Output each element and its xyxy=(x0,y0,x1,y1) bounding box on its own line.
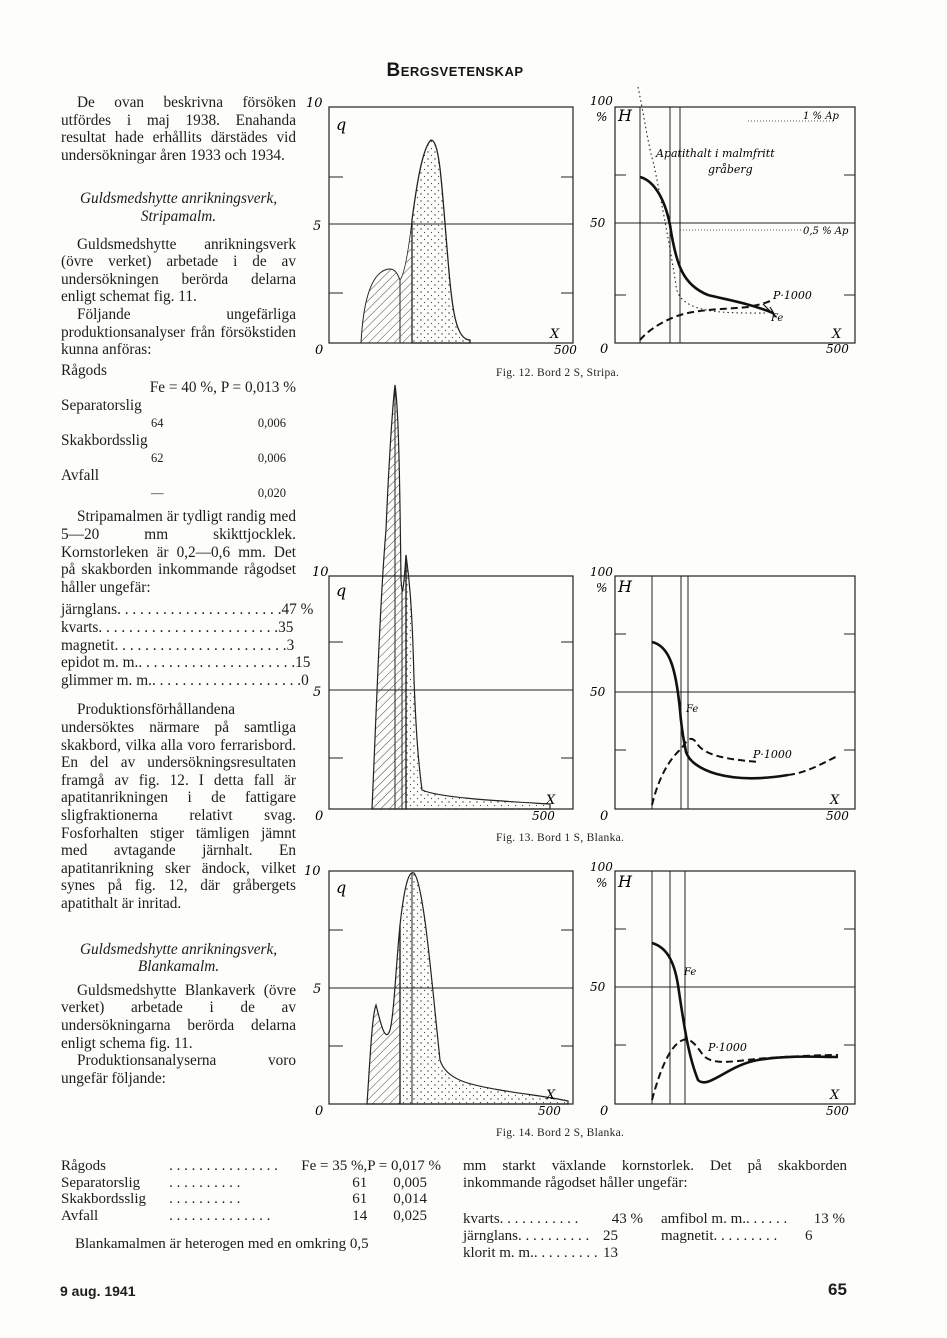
mineral-row: amfibol m. m. . . . . . . 13 % xyxy=(661,1211,845,1227)
mineral-list-left xyxy=(463,1211,643,1262)
apatite-label-2: gråberg xyxy=(708,163,753,176)
y-tick-10: 10 xyxy=(312,565,329,580)
mineral-row: järnglans . . . . . . . . . . 25 xyxy=(463,1228,618,1244)
mineral-row: epidot m. m. . . . . . . . . . . . . . . . . . . . . . 15 xyxy=(61,654,311,672)
x-axis-letter: X xyxy=(832,327,842,342)
blanka-paragraph-2: Produktionsanalyserna voro xyxy=(77,1052,296,1070)
table-cell-dots: . . . . . . . . . . xyxy=(169,1191,241,1207)
running-header: Bergsvetenskap xyxy=(386,60,524,81)
table-cell-p: 0,005 xyxy=(393,1174,427,1191)
table-cell-label: Separatorslig xyxy=(61,1174,141,1191)
stripa-paragraph-2: Följande ungefärliga produktionsanalyser från försökstiden kunna anföras: xyxy=(61,305,296,359)
x-axis-letter: X xyxy=(546,793,556,808)
section-heading-stripa: Guldsmedshytte anrikningsverk, Stripamalm. xyxy=(79,190,278,225)
mineral-row: järnglans . . . . . . . . . . . . . . . . . . . . . . 47 % xyxy=(61,601,314,619)
mineral-row: kvarts . . . . . . . . . . . . . . . . . . . . . . . . 35 xyxy=(61,619,294,637)
y-axis-letter: H xyxy=(618,872,632,891)
page-number: 65 xyxy=(828,1280,847,1299)
table-cell-p: 0,025 xyxy=(393,1207,427,1224)
table-cell-fe: 14 xyxy=(352,1207,368,1224)
table-row xyxy=(61,1191,441,1208)
fig13-grade-chart xyxy=(588,560,878,830)
table-cell-fe: 61 xyxy=(352,1174,368,1191)
y-axis-letter: q xyxy=(336,878,347,897)
skakbordsslig-values: 62 0,006 xyxy=(151,450,286,465)
table-cell-fe: 61 xyxy=(352,1191,368,1207)
y-axis-letter: H xyxy=(618,106,632,125)
table-cell-label: Skakbordsslig xyxy=(61,1191,147,1207)
y-axis-letter: q xyxy=(336,115,347,134)
table-cell-label: Avfall xyxy=(61,1207,99,1224)
y-tick-0: 0 xyxy=(600,809,609,824)
fe-curve xyxy=(640,177,773,313)
half-pct-ap-label: 0,5 % Ap xyxy=(803,226,849,237)
y-tick-5: 5 xyxy=(313,982,322,997)
table-row xyxy=(61,1208,441,1225)
separatorslig-label: Separatorslig xyxy=(61,396,142,414)
production-paragraph: Produktionsförhållandena undersöktes närmare på samtliga skakbord, vilka alla voro ferrarisbord. En del av undersökningsresultaten framgå av fig. 12. I detta fall är apatitanrikningen i de fattigare sligfraktionerna relativt svag. Fosforhalten stiger tämligen jämnt med avtagande järnhalt. En apatitanrikning sker ändock, vilket synes på fig. 12, där gråbergets apatithalt är inritad. xyxy=(61,701,296,912)
y-tick-50: 50 xyxy=(590,980,606,994)
table-cell-fe: Fe = 35 %, xyxy=(301,1158,368,1174)
x-axis-letter: X xyxy=(550,327,560,342)
y-tick-0: 0 xyxy=(315,809,324,824)
blanka-paragraph-2-end: ungefär följande: xyxy=(61,1069,166,1087)
table-cell-label: Rågods xyxy=(61,1158,106,1174)
p1000-label: P·1000 xyxy=(708,1041,747,1054)
mineral-row: magnetit . . . . . . . . . 6 xyxy=(661,1228,813,1244)
ragods-label: Rågods xyxy=(61,361,107,379)
stripa-paragraph-1: Guldsmedshytte anrikningsverk (övre verket) arbetade i de av undersökningen berörda delarna enligt schemat fig. 11. xyxy=(61,235,296,306)
y-tick-5: 5 xyxy=(313,219,322,234)
fig12-grade-chart xyxy=(588,85,878,365)
fe-curve xyxy=(652,943,838,1082)
hatched-area xyxy=(361,269,400,343)
y-tick-10: 10 xyxy=(304,864,321,879)
fe-label: Fe xyxy=(686,704,699,715)
y-tick-50: 50 xyxy=(590,216,606,230)
bottom-right-column xyxy=(463,1158,847,1262)
x-tick-500: 500 xyxy=(826,1104,849,1118)
footer-date: 9 aug. 1941 xyxy=(60,1283,136,1299)
blanka-heterogeneous-line: Blankamalmen är heterogen med en omkring 0,5 xyxy=(75,1236,369,1252)
fe-label: Fe xyxy=(771,313,784,324)
x-axis-letter: X xyxy=(830,793,840,808)
dotted-area xyxy=(406,555,550,809)
fig14-caption: Fig. 14. Bord 2 S, Blanka. xyxy=(496,1127,625,1139)
x-tick-500: 500 xyxy=(826,342,849,356)
x-tick-500: 500 xyxy=(554,343,577,357)
mineral-list-stripa xyxy=(61,601,314,689)
apatite-label-1: Apatithalt i malmfritt xyxy=(656,147,775,160)
x-tick-500: 500 xyxy=(826,809,849,823)
stripa-description: Stripamalmen är tydligt randig med 5—20 mm skikttjocklek. Kornstorleken är 0,2—0,6 mm. Det på skakborden inkommande rågodset håller ungefär: xyxy=(61,508,296,596)
production-table xyxy=(61,1158,441,1224)
p1000-dashed-curve xyxy=(652,739,758,805)
x-tick-500: 500 xyxy=(538,1104,561,1118)
y-tick-0: 0 xyxy=(315,343,324,358)
x-tick-500: 500 xyxy=(532,809,555,823)
y-tick-0: 0 xyxy=(315,1104,324,1119)
intro-paragraph: De ovan beskrivna försöken utfördes i maj 1938. Enahanda resultat hade erhållits därstädes vid undersökningar åren 1933 och 1934. xyxy=(61,94,296,164)
y-axis-letter: q xyxy=(336,581,347,600)
kornstorlek-paragraph: mm starkt växlande kornstorlek. Det på skakborden inkommande rågodset håller ungefär: xyxy=(463,1158,847,1191)
ragods-values: Fe = 40 %, P = 0,013 % xyxy=(149,379,296,397)
one-pct-ap-label: 1 % Ap xyxy=(803,111,839,122)
separatorslig-values: 64 0,006 xyxy=(151,415,286,430)
mineral-row: magnetit . . . . . . . . . . . . . . . . . . . . . . . 3 xyxy=(61,636,295,654)
fe-label: Fe xyxy=(684,967,697,978)
plot-frame xyxy=(329,576,573,809)
mineral-list-right xyxy=(661,1211,845,1262)
fig13-caption: Fig. 13. Bord 1 S, Blanka. xyxy=(496,832,625,844)
hatched-area xyxy=(400,220,412,343)
table-row xyxy=(61,1175,441,1192)
y-tick-5: 5 xyxy=(313,685,322,700)
y-tick-100: 100 xyxy=(590,860,613,874)
fig14-grade-chart xyxy=(588,855,878,1125)
table-row xyxy=(61,1158,441,1175)
mineral-row: kvarts . . . . . . . . . . . 43 % xyxy=(463,1211,643,1227)
mineral-row: klorit m. m. . . . . . . . . . 13 xyxy=(463,1245,618,1261)
hatched-area xyxy=(367,925,400,1104)
section-heading-blanka: Guldsmedshytte anrikningsverk, Blankamalm. xyxy=(79,940,278,976)
y-tick-0: 0 xyxy=(600,1104,609,1119)
y-axis-letter: H xyxy=(618,577,632,596)
avfall-values: — 0,020 xyxy=(151,485,286,500)
table-cell-dots: . . . . . . . . . . . . . . xyxy=(169,1207,271,1224)
p1000-label: P·1000 xyxy=(773,289,812,302)
y-unit-pct: % xyxy=(596,581,608,595)
fe-dashed-tail xyxy=(788,756,838,775)
table-cell-p: P = 0,017 % xyxy=(367,1158,441,1174)
avfall-label: Avfall xyxy=(61,467,99,485)
fig12-distribution-chart xyxy=(300,80,585,370)
table-cell-dots: . . . . . . . . . . xyxy=(169,1174,241,1191)
table-cell-dots: . . . . . . . . . . . . . . . xyxy=(169,1158,278,1174)
y-tick-0: 0 xyxy=(600,342,609,357)
p1000-label: P·1000 xyxy=(753,748,792,761)
dotted-area xyxy=(412,140,470,343)
y-tick-10: 10 xyxy=(306,96,323,111)
p1000-dashed-curve xyxy=(640,301,770,340)
y-unit-pct: % xyxy=(596,876,608,890)
blanka-production-table xyxy=(61,1158,441,1253)
x-axis-letter: X xyxy=(830,1088,840,1103)
mineral-list-blanka xyxy=(463,1211,847,1262)
y-tick-50: 50 xyxy=(590,685,606,699)
skakbordsslig-label: Skakbordsslig xyxy=(61,432,148,450)
hatched-area xyxy=(372,385,406,809)
blanka-paragraph-1: Guldsmedshytte Blankaverk (övre verket) arbetade i de av undersökningarna berörda delarna enligt schema fig. 11. xyxy=(61,981,296,1052)
y-unit-pct: % xyxy=(596,110,608,124)
y-tick-100: 100 xyxy=(590,565,613,579)
mineral-row: glimmer m. m. . . . . . . . . . . . . . . . . . . . . 0 xyxy=(61,671,309,689)
table-cell-p: 0,014 xyxy=(393,1191,427,1207)
x-axis-letter: X xyxy=(546,1088,556,1103)
fig13-distribution-chart xyxy=(300,380,585,824)
y-tick-100: 100 xyxy=(590,94,613,108)
fig12-caption: Fig. 12. Bord 2 S, Stripa. xyxy=(496,367,620,379)
fig14-distribution-chart xyxy=(300,845,585,1120)
